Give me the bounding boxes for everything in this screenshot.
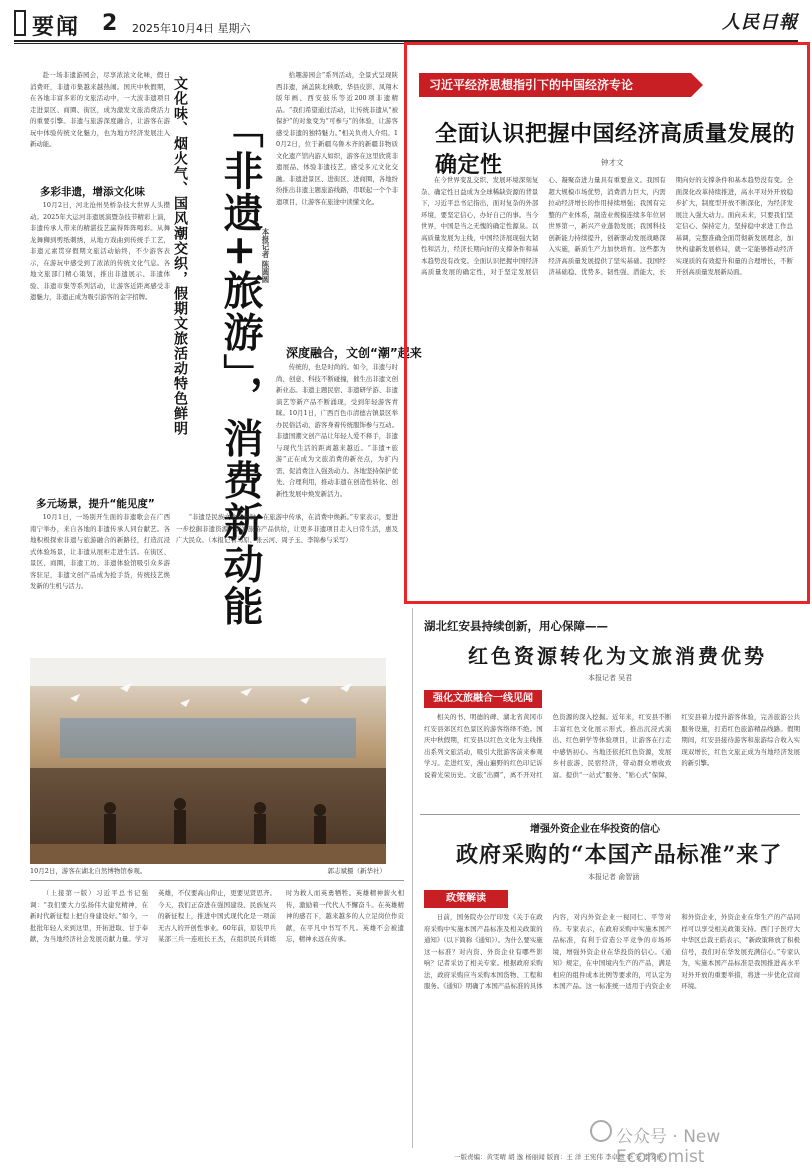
- watermark-text: 公众号 · New Economist: [616, 1127, 721, 1167]
- feature-column-2-more: 传统的，也是时尚的。如今，非遗与时尚、创意、科技不断碰撞，催生出非遗文创新业态。非遗主题民宿、非遗研学游、非遗演艺等新产品不断涌现，受到年轻游客青睐。10月1日，广西百色市清德古镇景区举办民俗活动，游客身着传统服饰参与互动。非遗国潮文创产品让年轻人爱不释手，非遗与现代生活的距离越来越近。“非遗+旅游”正在成为文旅消费的新亮点，为扩内需、促消费注入强劲动力。各地坚持保护优先、合理利用，推动非遗在创造性转化、创新性发展中焕发新活力。: [276, 363, 398, 498]
- column-author: 钟才文: [601, 158, 624, 167]
- gov-byline: 本报记者 俞智涵: [588, 873, 640, 881]
- column-title: 全面认识把握中国经济高质量发展的确定性: [435, 122, 796, 178]
- gov-title: 政府采购的“本国产品标准”来了: [456, 842, 783, 868]
- feature-column-2-body: 拾趣游园会”系列活动，全景式呈现陕西非遗，涵盖陕北秧歌、华县皮影、凤翔木版年画、西安鼓乐等近200项非遗精品。“我们希望通过活动，让传统非遗从“被保护”的对象变为“可参与”的体验，让游客感受非遗的独特魅力。”相关负责人介绍。10月2日，位于新疆乌鲁木齐的新疆非物质文化遗产馆内游人如织，游客在这里欣赏非遗展品、体验非遗技艺，感受多元文化交融。非遗进景区、进街区、进商圈，各地纷纷推出非遗主题旅游线路，串联起一个个非遗项目，让游客在旅途中读懂文化。: [276, 71, 398, 206]
- feature-subhead-1: 多彩非遗，增添文化味: [40, 186, 145, 198]
- feature-column-1-tail: 10月1日，一场别开生面的非遗歌会在广西南宁举办，来自各地的非遗传承人同台献艺。各地积极探索非遗与旅游融合的新路径，打造沉浸式体验场景，让非遗从展柜走进生活。在街区、景区、商圈，非遗工坊、非遗体验馆吸引众多游客驻足，非遗文创产品成为抢手货，传统技艺焕发新的生机与活力。: [30, 513, 170, 590]
- feature-kicker: 文化味、烟火气、国风潮交织，假期文旅活动特色鲜明: [172, 76, 188, 436]
- masthead: [14, 10, 798, 40]
- hubei-kicker: 湖北红安县持续创新，用心保障——: [424, 619, 608, 633]
- newspaper-logo: 人民日報: [722, 12, 798, 33]
- column-separator: [412, 608, 413, 1148]
- hubei-title: 红色资源转化为文旅消费优势: [468, 644, 767, 668]
- gov-kicker: 增强外资企业在华投资的信心: [530, 824, 660, 835]
- hubei-tag: 强化文旅融合一线见闻: [424, 690, 542, 708]
- feature-column-1-body: 10月2日，河北沧州吴桥杂技大世界人头攒动。2025年大运河非遗展演暨杂技节精彩上演，非遗传承人带来的精湛技艺赢得阵阵喝彩。从舞龙舞狮到剪纸刺绣，从地方戏曲到传统手工艺，非遗元素贯穿假期文旅活动始终，不少游客表示，在游玩中感受到了浓浓的传统文化气息。各地文旅部门精心策划，推出非遗展示、非遗体验、非遗市集等系列活动，让游客近距离感受非遗魅力，非遗正成为吸引游客的金字招牌。: [30, 201, 170, 301]
- photo-caption-text: 10月2日，游客在湖北自然博物馆参观。: [30, 867, 147, 875]
- gov-tag: 政策解读: [424, 890, 508, 908]
- feature-subhead-2: 多元场景，提升“能见度”: [36, 498, 155, 510]
- issue-date: 2025年10月4日 星期六: [132, 22, 251, 35]
- feature-byline: 本报记者 陈圆圆: [261, 228, 270, 284]
- gov-body: 日前，国务院办公厅印发《关于在政府采购中实施本国产品标准及相关政策的通知》（以下简称《通知》）。为什么要实施这一标准？对内资、外资企业有哪些影响？记者采访了相关专家。根据政府采购法，政府采购应当采购本国货物、工程和服务。《通知》明确了本国产品标准的具体内容，对内外资企业一视同仁、平等对待。专家表示，在政府采购中实施本国产品标准，有利于营造公平竞争的市场环境，增强外资企业在华投资的信心。《通知》规定，在中国境内生产的产品，满足相应的组件成本比例等要求的，可认定为本国产品。这一标准统一适用于内资企业和外资企业，外资企业在华生产的产品同样可以享受相关政策支持。西门子医疗大中华区总裁王皓表示，“新政策释放了积极信号，我们对在华发展充满信心。”专家认为，实施本国产品标准是我国推进高水平对外开放的重要举措，将进一步优化营商环境。: [424, 913, 800, 990]
- feature-column-1-intro: 赴一场非遗游园会，尽享浓浓文化味，假日消费旺，非遗市集越来越热闹。国庆中秋假期，在各地丰富多彩的文旅活动中，一大波非遗项目走进景区、商圈、街区，成为激发文旅消费活力的重要引擎。非遗与旅游深度融合，让游客在游玩中体验传统文化魅力，也为地方经济发展注入新动能。: [30, 71, 170, 148]
- photo-credit: 郭志斌摄（新华社）: [327, 867, 386, 875]
- feature-subhead-3: 深度融合，文创“潮”起来: [286, 346, 422, 360]
- museum-photo: [30, 658, 386, 864]
- hubei-byline: 本报记者 吴君: [588, 674, 633, 682]
- feature-column-2-tail: “非遗是民族文化的根脉，在旅游中传承，在消费中焕新。”专家表示，要进一步挖掘非遗资源，丰富旅游产品供给，让更多非遗项目走入日常生活，惠及广大民众。（本报记者马原、张云河、周子玉、李锦参与采写）: [176, 513, 398, 544]
- section-name: 要闻: [32, 15, 81, 40]
- economy-column-frame: [404, 42, 810, 604]
- hubei-body: 相关的书、明德的碑、湖北省黄冈市红安县郊区红色景区的游客络绎不绝。国庆中秋假期，红安县以红色文化为主线推出系列文旅活动，吸引大批游客前来参观学习。走进红安，漫山遍野的红色印记诉说着光荣历史。文旅“出圈”，离不开对红色资源的深入挖掘。近年来，红安县不断丰富红色文化展示形式，推出沉浸式演出、红色研学等体验项目，让游客在行走中感悟初心。当地还依托红色资源，发展乡村旅游、民宿经济，带动群众增收致富。提供“一站式”服务、“贴心式”保障，红安县着力提升游客体验，完善旅游公共服务设施，打造红色旅游精品线路。假期期间，红安县接待游客和旅游综合收入实现双增长，红色文旅正成为当地经济发展的新引擎。: [424, 713, 800, 779]
- photo-caption: [30, 866, 386, 875]
- story-divider: [420, 814, 800, 815]
- column-band: 习近平经济思想指引下的中国经济专论: [419, 73, 691, 97]
- wechat-icon: [590, 1120, 612, 1142]
- feature-headline: 「非遗+旅游」，消费新动能: [217, 108, 263, 628]
- bottom-left-body: （上接第一版）习近平总书记强调：“我们要大力弘扬伟大建党精神，在新时代新征程上把自身建设好。”如今，一批批年轻人来到这里，开拓进取、甘于奉献，为当地经济社会发展贡献力量。学习英雄，不仅要高山仰止，更要见贤思齐。今天，我们正奋进在强国建设、民族复兴的新征程上，推进中国式现代化是一项前无古人的开创性事业。60年前，原装甲兵某部三兵一连班长王杰，在组织民兵训练时为救人而英勇牺牲。英雄精神薪火相传，激励着一代代人不懈奋斗。在英雄精神的感召下，越来越多的人立足岗位作贡献，在平凡中书写不凡。英雄不会被遗忘，精神永远在传承。: [30, 889, 404, 943]
- page-footer: 一版责编：黄雯晴 胡 逸 杨丽闻 版面：王 洋 王宪伟 李卓燃 李 安 李安庆: [454, 1153, 664, 1161]
- column-body: 在今世界变乱交织、发展环境深刻复杂、确定性日益成为全球稀缺资源的背景下，习近平总书记指出，面对复杂的外部环境，要坚定信心，办好自己的事。当今世界，中国是当之无愧的确定性源泉。以高质量发展为主线，中国经济展现强大韧性和活力，经济长期向好的支撑条件和基本趋势没有改变。全面认识把握中国经济高质量发展的确定性，对于坚定发展信心、凝聚奋进力量具有重要意义。我国有超大规模市场优势，消费潜力巨大，内需拉动经济增长的作用持续增强；我国有完整的产业体系，制造业规模连续多年位居世界第一，新兴产业蓬勃发展；我国科技创新能力持续提升，创新驱动发展战略深入实施，新质生产力加快培育。这些都为经济高质量发展提供了坚实基础。我国经济基础稳、优势多、韧性强、潜能大，长期向好的支撑条件和基本趋势没有变。全面深化改革持续推进，高水平对外开放稳步扩大，制度型开放不断深化，为经济发展注入强大动力。面向未来，只要我们坚定信心、保持定力，坚持稳中求进工作总基调，完整准确全面贯彻新发展理念，加快构建新发展格局，就一定能够推动经济实现质的有效提升和量的合理增长，不断开创高质量发展新局面。: [421, 176, 793, 276]
- bottom-divider: [30, 880, 404, 881]
- masthead-box-icon: [14, 10, 26, 36]
- museum-photo-art: [30, 658, 386, 864]
- page-number: 2: [102, 11, 118, 36]
